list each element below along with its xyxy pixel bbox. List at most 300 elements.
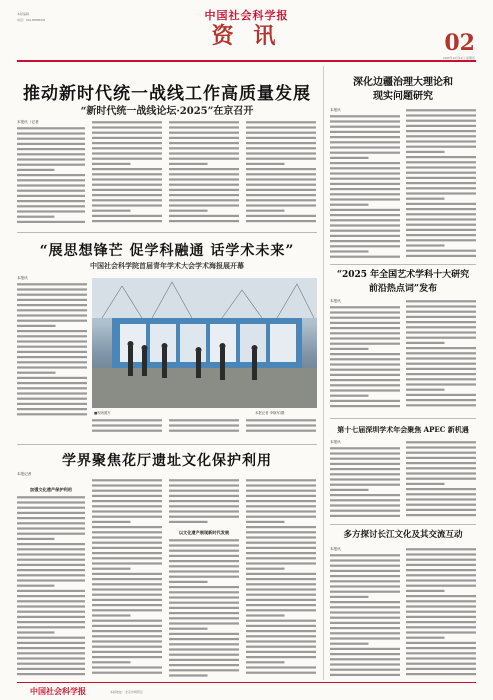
text-line xyxy=(169,500,239,502)
column-divider xyxy=(323,66,324,680)
text-line xyxy=(330,395,369,397)
text-line xyxy=(169,560,239,562)
text-line xyxy=(246,614,285,616)
text-line xyxy=(92,531,162,533)
text-line xyxy=(92,189,162,191)
text-line xyxy=(17,356,87,358)
text-line xyxy=(246,132,316,134)
text-line xyxy=(406,213,476,215)
text-line xyxy=(406,326,476,328)
text-line xyxy=(246,552,316,554)
text-line xyxy=(169,643,239,645)
text-line xyxy=(406,109,476,111)
text-line xyxy=(17,309,87,311)
text-lines xyxy=(330,305,400,413)
text-line xyxy=(330,126,400,128)
yangtze-body-col-1 xyxy=(330,553,400,679)
text-line xyxy=(92,132,162,134)
text-line xyxy=(17,210,85,212)
text-line xyxy=(330,658,400,660)
text-line xyxy=(406,595,476,597)
text-line xyxy=(330,204,369,206)
text-line xyxy=(330,369,400,371)
text-line xyxy=(169,490,239,492)
text-line xyxy=(92,609,162,611)
text-line xyxy=(406,135,476,137)
text-line xyxy=(330,167,400,169)
forum-body-col-3 xyxy=(169,418,239,438)
text-line xyxy=(92,599,162,601)
text-line xyxy=(330,478,400,480)
text-line xyxy=(406,652,476,654)
text-line xyxy=(92,121,162,123)
text-line xyxy=(169,674,208,676)
text-lines xyxy=(406,108,476,260)
text-line xyxy=(406,337,476,339)
text-line xyxy=(406,218,476,220)
text-line xyxy=(17,548,85,550)
art-byline: 本报讯 xyxy=(330,299,341,303)
text-line xyxy=(330,570,400,572)
main-body-col-4 xyxy=(246,120,316,228)
text-line xyxy=(406,498,476,500)
text-line xyxy=(17,304,87,306)
text-line xyxy=(169,194,239,196)
divider xyxy=(17,444,317,445)
text-line xyxy=(17,382,87,384)
forum-body-col-2 xyxy=(92,418,162,438)
text-line xyxy=(246,672,316,674)
text-line xyxy=(92,573,162,575)
text-line xyxy=(92,516,162,518)
text-lines xyxy=(17,495,85,679)
text-line xyxy=(330,327,400,329)
yangtze-headline: 多方探讨长江文化及其交流互动 xyxy=(343,530,463,540)
text-line xyxy=(406,161,476,163)
text-line xyxy=(92,562,162,564)
heritage-body-col-4 xyxy=(246,478,316,679)
text-line xyxy=(406,182,476,184)
text-line xyxy=(406,452,476,454)
text-line xyxy=(406,130,476,132)
text-line xyxy=(246,557,316,559)
text-line xyxy=(246,562,316,564)
header-rule xyxy=(17,60,476,62)
text-line xyxy=(330,606,400,608)
text-line xyxy=(406,611,476,613)
text-line xyxy=(17,522,85,524)
text-line xyxy=(406,559,476,561)
text-line xyxy=(246,430,316,432)
text-line xyxy=(17,413,87,415)
text-line xyxy=(92,210,131,212)
divider xyxy=(17,232,317,233)
text-line xyxy=(246,126,316,128)
issue-date: 2025年12月11日 星期四 xyxy=(443,56,475,60)
text-line xyxy=(17,190,85,192)
text-line xyxy=(169,628,208,630)
footer-rule xyxy=(17,682,476,683)
text-line xyxy=(92,142,162,144)
text-line xyxy=(330,136,400,138)
text-line xyxy=(169,479,239,481)
text-line xyxy=(17,340,87,342)
page-number: 02 xyxy=(444,30,475,56)
text-line xyxy=(17,361,87,363)
text-line xyxy=(17,387,87,389)
text-line xyxy=(246,189,316,191)
text-line xyxy=(406,457,476,459)
text-line xyxy=(92,430,162,432)
text-line xyxy=(92,479,162,481)
text-line xyxy=(330,322,400,324)
text-line xyxy=(17,372,56,374)
text-line xyxy=(17,595,85,597)
apec-body-col-2 xyxy=(406,440,476,520)
text-line xyxy=(246,656,316,658)
text-line xyxy=(330,622,400,624)
forum-headline: “展思想锋芒 促学科融通 话学术未来” xyxy=(39,243,295,259)
text-line xyxy=(406,590,445,592)
text-line xyxy=(17,590,85,592)
text-line xyxy=(406,621,476,623)
text-line xyxy=(406,462,476,464)
text-line xyxy=(406,316,476,318)
text-line xyxy=(17,335,87,337)
text-line xyxy=(17,611,85,613)
text-line xyxy=(330,468,400,470)
text-line xyxy=(246,173,316,175)
text-line xyxy=(246,542,316,544)
text-lines xyxy=(330,553,400,679)
text-line xyxy=(406,239,476,241)
text-line xyxy=(406,488,476,490)
text-line xyxy=(406,177,476,179)
text-line xyxy=(169,570,239,572)
text-line xyxy=(92,568,131,570)
text-line xyxy=(330,663,400,665)
text-line xyxy=(17,553,85,555)
text-line xyxy=(330,224,400,226)
text-line xyxy=(169,184,239,186)
text-line xyxy=(92,672,162,674)
text-line xyxy=(330,515,400,517)
text-line xyxy=(169,521,208,523)
text-line xyxy=(406,637,445,639)
text-line xyxy=(169,484,239,486)
text-line xyxy=(17,507,85,509)
text-line xyxy=(330,447,400,449)
text-line xyxy=(17,351,87,353)
text-lines xyxy=(406,440,476,520)
text-line xyxy=(406,357,476,359)
text-line xyxy=(330,617,400,619)
text-line xyxy=(406,631,476,633)
heritage-body-col-3a xyxy=(169,478,239,528)
text-line xyxy=(330,611,400,613)
forum-body-col-4 xyxy=(246,418,316,438)
text-line xyxy=(169,158,239,160)
text-line xyxy=(246,178,316,180)
text-line xyxy=(330,452,400,454)
text-line xyxy=(92,158,162,160)
text-line xyxy=(330,311,400,313)
heritage-subhead-1: 加强文化遗产保护利用 xyxy=(30,487,72,492)
text-line xyxy=(17,346,87,348)
text-lines xyxy=(92,478,162,679)
text-line xyxy=(246,152,316,154)
text-line xyxy=(169,622,239,624)
text-line xyxy=(406,389,445,391)
text-line xyxy=(246,168,316,170)
text-lines xyxy=(169,418,239,438)
text-line xyxy=(406,569,476,571)
text-line xyxy=(92,661,131,663)
text-line xyxy=(169,147,239,149)
text-line xyxy=(246,661,285,663)
text-lines xyxy=(92,120,162,228)
text-line xyxy=(406,347,476,349)
text-line xyxy=(92,536,162,538)
text-line xyxy=(17,392,87,394)
text-line xyxy=(169,121,239,123)
text-lines xyxy=(330,114,400,260)
text-line xyxy=(169,659,239,661)
text-line xyxy=(169,152,239,154)
header-phone-line: 电话：010-85885506 xyxy=(17,18,46,22)
text-line xyxy=(17,184,85,186)
text-line xyxy=(92,204,162,206)
text-line xyxy=(246,651,316,653)
text-line xyxy=(92,526,162,528)
text-line xyxy=(246,500,316,502)
text-line xyxy=(406,120,476,122)
text-line xyxy=(169,550,239,552)
text-line xyxy=(406,378,476,380)
forum-body-col-1 xyxy=(17,282,87,422)
text-line xyxy=(406,616,476,618)
apec-body-col-1 xyxy=(330,446,400,520)
main-subheadline: “新时代统一战线论坛·2025”在京召开 xyxy=(80,106,254,117)
forum-subheadline: 中国社会科学院首届青年学术大会学术海报展开幕 xyxy=(90,261,244,270)
text-line xyxy=(406,647,476,649)
text-line xyxy=(406,478,476,480)
text-line xyxy=(406,146,476,148)
text-line xyxy=(406,229,476,231)
text-line xyxy=(17,216,54,218)
text-line xyxy=(17,657,85,659)
text-lines xyxy=(330,446,400,520)
text-line xyxy=(92,588,162,590)
art-headline-line-1: “2025 年全国艺术学科十大研究 xyxy=(336,270,470,280)
text-line xyxy=(406,300,476,302)
text-line xyxy=(17,314,87,316)
text-line xyxy=(330,363,400,365)
text-line xyxy=(330,188,400,190)
text-line xyxy=(246,578,316,580)
text-line xyxy=(406,668,476,670)
text-line xyxy=(92,552,162,554)
text-line xyxy=(17,283,87,285)
forum-byline: 本报讯 xyxy=(17,276,28,280)
heritage-byline: 本报记者 xyxy=(17,472,32,476)
text-line xyxy=(406,352,476,354)
text-line xyxy=(17,579,85,581)
text-line xyxy=(17,200,85,202)
text-line xyxy=(169,539,239,541)
text-line xyxy=(17,153,85,155)
text-line xyxy=(17,564,85,566)
text-line xyxy=(17,569,85,571)
text-line xyxy=(330,198,400,200)
text-line xyxy=(330,637,400,639)
apec-headline: 第十七届深圳学术年会聚焦 APEC 新机遇 xyxy=(337,425,469,434)
text-line xyxy=(17,626,85,628)
text-line xyxy=(169,132,239,134)
text-line xyxy=(330,400,400,402)
text-line xyxy=(406,467,476,469)
text-line xyxy=(330,337,400,339)
text-line xyxy=(92,646,162,648)
divider xyxy=(330,264,476,265)
text-line xyxy=(17,143,85,145)
text-line xyxy=(406,509,476,511)
text-line xyxy=(246,424,316,426)
text-line xyxy=(246,142,316,144)
text-line xyxy=(330,580,400,582)
text-line xyxy=(92,126,162,128)
text-line xyxy=(17,179,85,181)
text-line xyxy=(330,591,400,593)
text-line xyxy=(246,220,316,222)
text-line xyxy=(330,627,400,629)
text-line xyxy=(330,499,400,501)
text-line xyxy=(406,192,476,194)
text-line xyxy=(330,115,400,117)
text-line xyxy=(406,234,476,236)
text-line xyxy=(92,583,162,585)
text-line xyxy=(330,510,400,512)
text-line xyxy=(406,404,476,406)
text-line xyxy=(17,621,85,623)
text-line xyxy=(330,353,400,355)
text-line xyxy=(246,635,316,637)
text-line xyxy=(92,178,162,180)
text-line xyxy=(246,599,316,601)
text-line xyxy=(17,288,87,290)
footer-small-print: 本版地址：北京市朝阳区 xyxy=(110,690,144,694)
text-line xyxy=(169,163,208,165)
text-line xyxy=(169,220,239,222)
text-line xyxy=(17,605,85,607)
text-line xyxy=(246,516,316,518)
text-lines xyxy=(406,299,476,413)
text-line xyxy=(246,121,316,123)
text-lines xyxy=(17,126,85,228)
text-line xyxy=(169,638,239,640)
text-line xyxy=(17,543,85,545)
main-body-col-2 xyxy=(92,120,162,228)
text-line xyxy=(246,510,316,512)
text-line xyxy=(406,548,476,550)
text-line xyxy=(17,325,56,327)
text-line xyxy=(17,377,87,379)
text-line xyxy=(330,669,400,671)
text-line xyxy=(406,514,476,516)
text-line xyxy=(246,588,316,590)
xinjiang-headline-line-2: 现实问题研究 xyxy=(373,91,433,102)
heritage-body-col-2 xyxy=(92,478,162,679)
text-lines xyxy=(169,120,239,228)
text-line xyxy=(406,187,476,189)
text-line xyxy=(406,553,476,555)
text-line xyxy=(246,625,316,627)
text-line xyxy=(246,547,316,549)
text-line xyxy=(246,505,316,507)
text-line xyxy=(169,424,239,426)
divider xyxy=(330,418,476,419)
text-line xyxy=(17,501,85,503)
text-line xyxy=(406,626,476,628)
text-line xyxy=(17,663,85,665)
text-line xyxy=(406,321,476,323)
text-line xyxy=(246,194,316,196)
text-line xyxy=(246,215,316,217)
text-line xyxy=(17,517,85,519)
text-line xyxy=(330,332,400,334)
text-line xyxy=(330,256,400,258)
text-line xyxy=(169,419,239,421)
text-line xyxy=(92,495,162,497)
xinjiang-headline-line-1: 深化边疆治理大理论和 xyxy=(353,77,453,88)
text-line xyxy=(17,169,54,171)
text-line xyxy=(17,668,85,670)
text-line xyxy=(92,640,162,642)
text-line xyxy=(406,441,476,443)
text-line xyxy=(169,168,239,170)
text-line xyxy=(246,583,316,585)
text-line xyxy=(92,168,162,170)
text-line xyxy=(246,490,316,492)
text-line xyxy=(330,317,400,319)
text-lines xyxy=(92,418,162,438)
text-line xyxy=(17,559,85,561)
text-line xyxy=(92,547,162,549)
text-line xyxy=(92,419,162,421)
text-line xyxy=(406,203,476,205)
text-line xyxy=(330,389,400,391)
text-line xyxy=(406,224,476,226)
text-line xyxy=(92,594,162,596)
heritage-subhead-2: 以文化遗产展现新时代发展 xyxy=(178,530,230,535)
text-line xyxy=(330,240,400,242)
text-line xyxy=(330,230,400,232)
heritage-headline: 学界聚焦花厅遗址文化保护利用 xyxy=(62,453,272,469)
text-line xyxy=(246,184,316,186)
divider xyxy=(330,524,476,525)
text-line xyxy=(406,600,476,602)
text-line xyxy=(246,594,316,596)
text-line xyxy=(406,663,476,665)
text-line xyxy=(17,398,87,400)
text-line xyxy=(330,653,400,655)
text-line xyxy=(92,424,162,426)
text-line xyxy=(330,379,400,381)
text-line xyxy=(330,643,369,645)
text-line xyxy=(92,542,162,544)
text-lines xyxy=(406,547,476,679)
text-line xyxy=(406,472,476,474)
